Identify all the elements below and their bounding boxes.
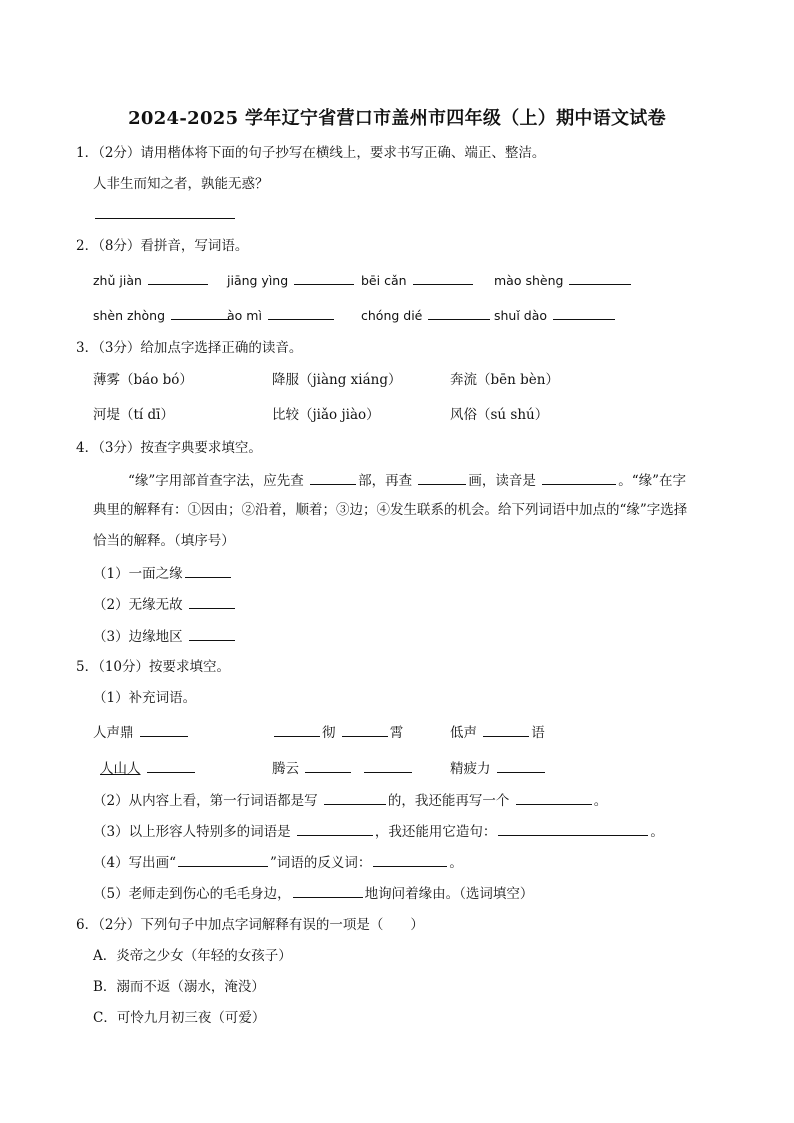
q6-option-c[interactable]: C．可怜九月初三夜（可爱） (93, 1010, 266, 1026)
q5-text: （2）从内容上看，第一行词语都是写 (93, 793, 318, 809)
q5-word-5[interactable] (272, 758, 414, 779)
q4-text: 画，读音是 (468, 473, 536, 489)
q2-item-1[interactable] (93, 270, 210, 291)
q5-word-3[interactable] (450, 722, 545, 743)
q2-item-3[interactable] (361, 270, 475, 291)
q5-word-1[interactable] (93, 722, 190, 743)
q5-word-text: 腾云 (272, 761, 299, 777)
q5-word-text: 低声 (450, 725, 477, 741)
q5-blank[interactable] (373, 852, 447, 867)
q5-text: （5）老师走到伤心的毛毛身边， (93, 886, 291, 902)
q3-item-2[interactable]: 降服（jiàng xiáng） (272, 372, 402, 388)
q1-answer-line[interactable] (93, 204, 237, 225)
q2-stem: 2．（8分）看拼音，写词语。 (76, 238, 249, 254)
q6-option-b[interactable]: B．溺而不返（溺水，淹没） (93, 979, 265, 995)
q4-stem: 4．（3分）按查字典要求填空。 (76, 440, 262, 456)
q4-text: “缘”字用部首查字法，应先查 (128, 473, 304, 489)
q5-blank[interactable] (324, 790, 386, 805)
q5-word-text: 彻 (322, 725, 336, 741)
q5-text: 。 (593, 793, 608, 809)
q4-sub-label: （1）一面之缘 (93, 566, 183, 582)
q4-para-line-1 (128, 470, 686, 491)
q5-word-text: 人山人 (100, 761, 141, 777)
pinyin-label: bēi cǎn (361, 273, 407, 288)
q4-sub-label: （3）边缘地区 (93, 629, 183, 645)
pinyin-label: mào shèng (494, 273, 564, 288)
q5-text: 。 (650, 824, 664, 840)
q5-word-6[interactable] (450, 758, 547, 779)
q4-sub-1-blank[interactable] (185, 563, 231, 578)
q5-text: （4）写出画“ (93, 855, 176, 871)
q2-item-2[interactable] (227, 270, 356, 291)
q5-blank[interactable] (516, 790, 592, 805)
q5-sub-5 (93, 883, 533, 904)
q5-word-text: 精疲力 (450, 761, 491, 777)
q5-text: 。 (449, 855, 463, 871)
q5-sub-2 (93, 790, 607, 811)
pinyin-label: zhǔ jiàn (93, 273, 142, 288)
q4-blank-strokes[interactable] (418, 470, 466, 485)
q2-item-8[interactable] (494, 305, 617, 326)
q2-item-5[interactable] (93, 305, 231, 326)
q5-text: （3）以上形容人特别多的词语是 (93, 824, 291, 840)
q4-para-line-3: 恰当的解释。（填序号） (93, 533, 235, 549)
q5-sub-3 (93, 821, 664, 842)
exam-title: 2024-2025 学年辽宁省营口市盖州市四年级（上）期中语文试卷 (128, 108, 666, 129)
q5-sub-4 (93, 852, 463, 873)
q3-item-1[interactable]: 薄雾（báo bó） (93, 372, 193, 388)
q5-text: 地询问着缘由。（选词填空） (364, 886, 534, 902)
q5-word-4[interactable] (100, 758, 197, 779)
q3-item-4[interactable]: 河堤（tí dī） (93, 407, 174, 423)
q4-text: 。“缘”在字 (618, 473, 687, 489)
q4-sub-2-blank[interactable] (189, 594, 235, 609)
q2-item-4[interactable] (494, 270, 633, 291)
q4-para-line-2: 典里的解释有：①因由；②沿着，顺着；③边；④发生联系的机会。给下列词语中加点的“缘”字选择 (93, 502, 688, 518)
q5-word-2[interactable] (272, 722, 403, 743)
q4-sub-2 (93, 594, 237, 615)
q4-sub-label: （2）无缘无故 (93, 597, 183, 613)
q3-item-3[interactable]: 奔流（bēn bèn） (450, 372, 559, 388)
q2-item-6[interactable] (227, 305, 336, 326)
q1-stem: 1．（2分）请用楷体将下面的句子抄写在横线上，要求书写正确、端正、整洁。 (76, 145, 546, 161)
q2-item-7[interactable] (361, 305, 492, 326)
q3-stem: 3．（3分）给加点字选择正确的读音。 (76, 340, 303, 356)
q5-blank[interactable] (498, 821, 648, 836)
q3-item-6[interactable]: 风俗（sú shú） (450, 407, 549, 423)
pinyin-label: ào mì (227, 308, 262, 323)
q1-sentence: 人非生而知之者，孰能无惑？ (93, 176, 269, 192)
q4-sub-1 (93, 563, 233, 584)
q5-blank[interactable] (293, 883, 363, 898)
q5-blank[interactable] (297, 821, 373, 836)
q4-sub-3 (93, 626, 237, 647)
pinyin-label: shuǐ dào (494, 308, 548, 323)
q6-option-a[interactable]: A．炎帝之少女（年轻的女孩子） (93, 948, 292, 964)
pinyin-label: jiāng yìng (227, 273, 289, 288)
q5-word-text: 人声鼎 (93, 725, 134, 741)
q5-word-text: 语 (531, 725, 545, 741)
pinyin-label: chóng dié (361, 308, 423, 323)
q5-text: 的，我还能再写一个 (387, 793, 510, 809)
q5-blank[interactable] (178, 852, 268, 867)
q5-text: ，我还能用它造句： (374, 824, 497, 840)
q4-text: 部，再查 (358, 473, 413, 489)
q4-blank-radical[interactable] (310, 470, 356, 485)
q4-blank-reading[interactable] (542, 470, 616, 485)
q5-sub-1: （1）补充词语。 (93, 690, 197, 706)
pinyin-label: shèn zhòng (93, 308, 166, 323)
q5-word-text: 霄 (389, 725, 404, 741)
q3-item-5[interactable]: 比较（jiǎo jiào） (272, 407, 380, 423)
q5-text: ”词语的反义词： (270, 855, 372, 871)
q5-stem: 5．（10分）按要求填空。 (76, 659, 231, 675)
q4-sub-3-blank[interactable] (189, 626, 235, 641)
q6-stem: 6．（2分）下列句子中加点字词解释有误的一项是（ ） (76, 917, 424, 933)
